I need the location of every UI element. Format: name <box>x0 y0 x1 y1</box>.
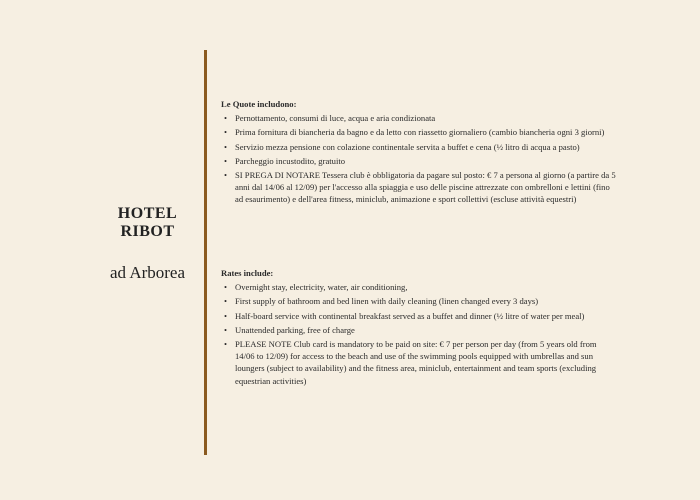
section-heading-italian: Le Quote includono: <box>221 99 297 109</box>
section-heading-english: Rates include: <box>221 268 274 278</box>
hotel-header <box>95 205 200 283</box>
list-item: • First supply of bathroom and bed linen with daily cleaning (linen changed every 3 days) <box>235 295 616 307</box>
list-item: • PLEASE NOTE Club card is mandatory to be paid on site: € 7 per person per day (from 5 years old from 14/06 to 12/09) for access to the beach and use of the swimming pools equipped with umbrellas and sun loungers (subject to availability) and the fitness area, miniclub, entertainment and team sports (excluding equestrian activities) <box>235 338 616 387</box>
hotel-location: ad Arborea <box>109 263 186 282</box>
rates-list-english <box>221 281 616 387</box>
list-item: • Parcheggio incustodito, gratuito <box>235 155 616 167</box>
hotel-title-line2: RIBOT <box>120 223 175 240</box>
section-italian <box>221 98 616 208</box>
list-item: • Half-board service with continental breakfast served as a buffet and dinner (½ litre of water per meal) <box>235 310 616 322</box>
list-item: • Overnight stay, electricity, water, air conditioning, <box>235 281 616 293</box>
hotel-title <box>95 205 200 241</box>
list-item: • Prima fornitura di biancheria da bagno e da letto con riassetto giornaliero (cambio biancheria ogni 3 giorni) <box>235 126 616 138</box>
vertical-divider <box>204 50 207 455</box>
hotel-title-line1: HOTEL <box>117 205 178 222</box>
list-item: • Unattended parking, free of charge <box>235 324 616 336</box>
list-item: • SI PREGA DI NOTARE Tessera club è obbligatoria da pagare sul posto: € 7 a persona al giorno (a partire da 5 anni dal 14/06 al 12/09) per l'accesso alla spiaggia e uso delle piscine attrezzate con ombrelloni e lettini (fino ad esaurimento) e dell'area fitness, miniclub, animazione e sport collettivi (escluse attività equestri) <box>235 169 616 206</box>
list-item: • Pernottamento, consumi di luce, acqua e aria condizionata <box>235 112 616 124</box>
section-english <box>221 267 616 389</box>
rates-list-italian <box>221 112 616 205</box>
list-item: • Servizio mezza pensione con colazione continentale servita a buffet e cena (½ litro di acqua a pasto) <box>235 141 616 153</box>
